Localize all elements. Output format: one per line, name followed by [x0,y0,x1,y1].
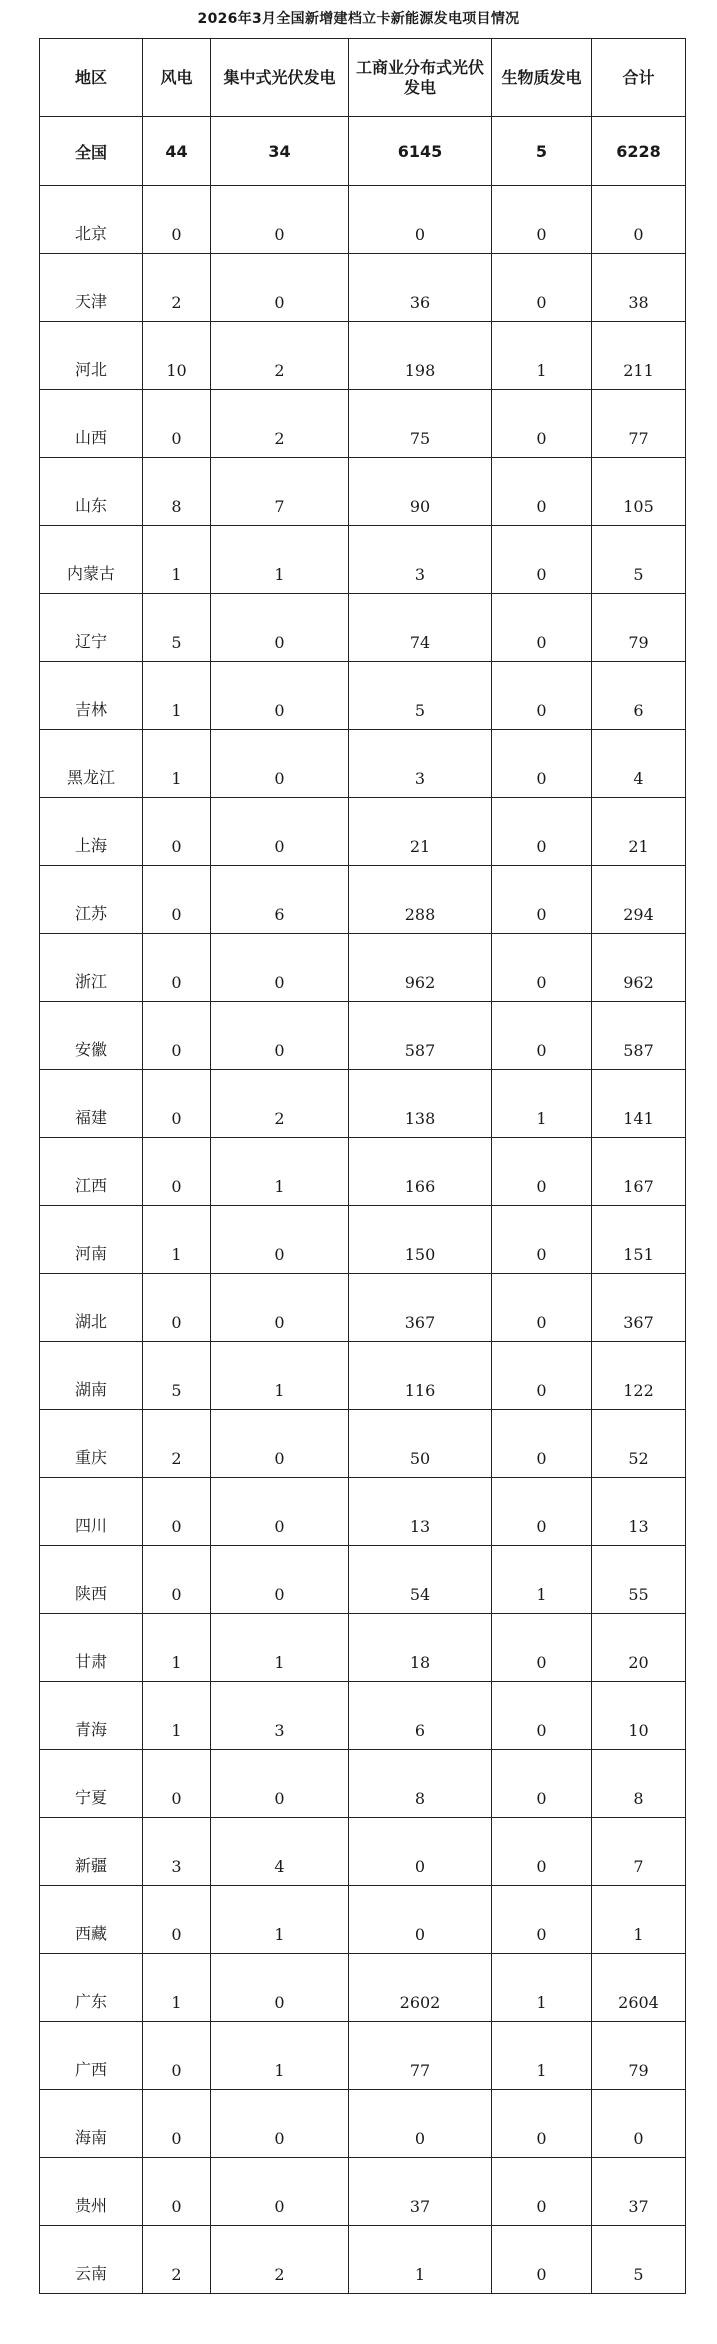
total-cell: 294 [592,866,686,934]
total-cell: 37 [592,2158,686,2226]
region-cell: 陕西 [40,1546,143,1614]
wind-cell: 0 [143,1478,211,1546]
table-row [40,1682,686,1750]
wind-cell: 5 [143,1342,211,1410]
table-row [40,1206,686,1274]
centralized-pv-cell: 1 [211,2022,349,2090]
table-row [40,1410,686,1478]
distributed-pv-cell: 36 [349,254,492,322]
distributed-pv-cell: 0 [349,1886,492,1954]
distributed-pv-cell: 3 [349,730,492,798]
distributed-pv-cell: 288 [349,866,492,934]
table-row [40,254,686,322]
distributed-pv-cell: 0 [349,2090,492,2158]
region-cell: 北京 [40,186,143,254]
distributed-pv-cell: 138 [349,1070,492,1138]
table-row [40,390,686,458]
centralized-pv-cell: 0 [211,798,349,866]
biomass-cell: 1 [492,1070,592,1138]
wind-cell: 2 [143,1410,211,1478]
wind-cell: 0 [143,186,211,254]
total-cell: 105 [592,458,686,526]
distributed-pv-cell: 90 [349,458,492,526]
biomass-cell: 0 [492,1342,592,1410]
biomass-cell: 0 [492,1682,592,1750]
table-row [40,1342,686,1410]
centralized-pv-cell: 0 [211,1954,349,2022]
biomass-cell: 0 [492,254,592,322]
centralized-pv-cell: 2 [211,2226,349,2294]
header-total: 合计 [592,39,686,117]
table-row [40,1750,686,1818]
centralized-pv-cell: 0 [211,662,349,730]
biomass-cell: 1 [492,1954,592,2022]
biomass-cell: 0 [492,1410,592,1478]
distributed-pv-cell: 367 [349,1274,492,1342]
table-row [40,662,686,730]
centralized-pv-cell: 0 [211,1478,349,1546]
centralized-pv-cell: 0 [211,1274,349,1342]
table-row [40,730,686,798]
centralized-pv-cell: 0 [211,2090,349,2158]
total-cell: 5 [592,2226,686,2294]
total-cell: 7 [592,1818,686,1886]
region-cell: 广西 [40,2022,143,2090]
region-cell: 河北 [40,322,143,390]
total-cell: 962 [592,934,686,1002]
table-row [40,1138,686,1206]
header-centralized-pv: 集中式光伏发电 [211,39,349,117]
total-cell: 55 [592,1546,686,1614]
centralized-pv-cell: 0 [211,934,349,1002]
wind-cell: 0 [143,1274,211,1342]
wind-cell: 8 [143,458,211,526]
region-cell: 江西 [40,1138,143,1206]
biomass-cell: 0 [492,2226,592,2294]
region-cell: 黑龙江 [40,730,143,798]
total-cell: 4 [592,730,686,798]
table-row [40,1818,686,1886]
distributed-pv-cell: 198 [349,322,492,390]
wind-cell: 0 [143,1750,211,1818]
distributed-pv-cell: 5 [349,662,492,730]
centralized-pv-cell: 6 [211,866,349,934]
distributed-pv-cell: 37 [349,2158,492,2226]
table-row [40,2090,686,2158]
table-row [40,866,686,934]
distributed-pv-cell: 0 [349,1818,492,1886]
wind-cell: 0 [143,798,211,866]
table-row [40,798,686,866]
region-cell: 上海 [40,798,143,866]
centralized-pv-cell: 0 [211,2158,349,2226]
total-cell: 79 [592,594,686,662]
region-cell: 全国 [40,117,143,186]
region-cell: 青海 [40,1682,143,1750]
centralized-pv-cell: 0 [211,1750,349,1818]
total-cell: 79 [592,2022,686,2090]
table-row [40,2022,686,2090]
header-region: 地区 [40,39,143,117]
wind-cell: 1 [143,1954,211,2022]
biomass-cell: 1 [492,1546,592,1614]
centralized-pv-cell: 0 [211,594,349,662]
centralized-pv-cell: 0 [211,254,349,322]
biomass-cell: 0 [492,2158,592,2226]
biomass-cell: 0 [492,1478,592,1546]
biomass-cell: 0 [492,186,592,254]
centralized-pv-cell: 2 [211,322,349,390]
region-cell: 河南 [40,1206,143,1274]
biomass-cell: 0 [492,1138,592,1206]
region-cell: 山西 [40,390,143,458]
wind-cell: 1 [143,662,211,730]
table-row [40,1478,686,1546]
table-row [40,1886,686,1954]
region-cell: 甘肃 [40,1614,143,1682]
table-row [40,1954,686,2022]
distributed-pv-cell: 3 [349,526,492,594]
wind-cell: 5 [143,594,211,662]
wind-cell: 2 [143,254,211,322]
distributed-pv-cell: 587 [349,1002,492,1070]
wind-cell: 44 [143,117,211,186]
region-cell: 海南 [40,2090,143,2158]
distributed-pv-cell: 962 [349,934,492,1002]
biomass-cell: 0 [492,1818,592,1886]
wind-cell: 0 [143,1070,211,1138]
table-row [40,1546,686,1614]
distributed-pv-cell: 50 [349,1410,492,1478]
distributed-pv-cell: 54 [349,1546,492,1614]
biomass-cell: 0 [492,390,592,458]
wind-cell: 1 [143,526,211,594]
biomass-cell: 0 [492,1206,592,1274]
total-cell: 587 [592,1002,686,1070]
biomass-cell: 0 [492,458,592,526]
centralized-pv-cell: 1 [211,1342,349,1410]
biomass-cell: 5 [492,117,592,186]
wind-cell: 0 [143,390,211,458]
region-cell: 山东 [40,458,143,526]
biomass-cell: 0 [492,526,592,594]
centralized-pv-cell: 7 [211,458,349,526]
centralized-pv-cell: 1 [211,1138,349,1206]
biomass-cell: 0 [492,730,592,798]
total-cell: 0 [592,186,686,254]
region-cell: 浙江 [40,934,143,1002]
centralized-pv-cell: 34 [211,117,349,186]
table-row [40,1002,686,1070]
table-row [40,934,686,1002]
table-header-row [40,39,686,117]
region-cell: 西藏 [40,1886,143,1954]
table-row [40,458,686,526]
region-cell: 天津 [40,254,143,322]
total-cell: 367 [592,1274,686,1342]
region-cell: 广东 [40,1954,143,2022]
total-cell: 38 [592,254,686,322]
biomass-cell: 0 [492,2090,592,2158]
distributed-pv-cell: 74 [349,594,492,662]
biomass-cell: 0 [492,866,592,934]
wind-cell: 1 [143,1206,211,1274]
centralized-pv-cell: 4 [211,1818,349,1886]
total-cell: 52 [592,1410,686,1478]
region-cell: 贵州 [40,2158,143,2226]
distributed-pv-cell: 166 [349,1138,492,1206]
wind-cell: 3 [143,1818,211,1886]
table-body [40,117,686,2294]
centralized-pv-cell: 1 [211,526,349,594]
region-cell: 新疆 [40,1818,143,1886]
total-cell: 10 [592,1682,686,1750]
table-row [40,1614,686,1682]
region-cell: 云南 [40,2226,143,2294]
region-cell: 福建 [40,1070,143,1138]
distributed-pv-cell: 116 [349,1342,492,1410]
total-cell: 151 [592,1206,686,1274]
total-cell: 141 [592,1070,686,1138]
region-cell: 辽宁 [40,594,143,662]
biomass-cell: 0 [492,1750,592,1818]
centralized-pv-cell: 3 [211,1682,349,1750]
region-cell: 重庆 [40,1410,143,1478]
table-row [40,1070,686,1138]
page-title: 2026年3月全国新增建档立卡新能源发电项目情况 [197,11,520,27]
biomass-cell: 0 [492,1614,592,1682]
biomass-cell: 1 [492,322,592,390]
total-cell: 6 [592,662,686,730]
total-cell: 8 [592,1750,686,1818]
biomass-cell: 0 [492,934,592,1002]
table-row [40,526,686,594]
table-row [40,2158,686,2226]
centralized-pv-cell: 0 [211,1546,349,1614]
wind-cell: 0 [143,1002,211,1070]
wind-cell: 0 [143,866,211,934]
wind-cell: 1 [143,1614,211,1682]
wind-cell: 1 [143,1682,211,1750]
table-row [40,186,686,254]
table-row [40,1274,686,1342]
biomass-cell: 0 [492,1886,592,1954]
total-cell: 77 [592,390,686,458]
project-table [39,38,686,2294]
table-row [40,594,686,662]
total-cell: 13 [592,1478,686,1546]
distributed-pv-cell: 2602 [349,1954,492,2022]
distributed-pv-cell: 6145 [349,117,492,186]
distributed-pv-cell: 77 [349,2022,492,2090]
biomass-cell: 0 [492,798,592,866]
distributed-pv-cell: 21 [349,798,492,866]
total-cell: 2604 [592,1954,686,2022]
distributed-pv-cell: 13 [349,1478,492,1546]
centralized-pv-cell: 0 [211,1206,349,1274]
total-cell: 6228 [592,117,686,186]
centralized-pv-cell: 0 [211,1002,349,1070]
wind-cell: 0 [143,1546,211,1614]
header-biomass: 生物质发电 [492,39,592,117]
biomass-cell: 1 [492,2022,592,2090]
wind-cell: 0 [143,1138,211,1206]
region-cell: 吉林 [40,662,143,730]
header-distributed-pv: 工商业分布式光伏发电 [349,39,492,117]
centralized-pv-cell: 0 [211,1410,349,1478]
header-wind: 风电 [143,39,211,117]
region-cell: 安徽 [40,1002,143,1070]
centralized-pv-cell: 1 [211,1886,349,1954]
distributed-pv-cell: 6 [349,1682,492,1750]
distributed-pv-cell: 1 [349,2226,492,2294]
national-total-row [40,117,686,186]
total-cell: 1 [592,1886,686,1954]
wind-cell: 10 [143,322,211,390]
table-row [40,322,686,390]
wind-cell: 2 [143,2226,211,2294]
wind-cell: 0 [143,2022,211,2090]
biomass-cell: 0 [492,662,592,730]
region-cell: 四川 [40,1478,143,1546]
table-row [40,2226,686,2294]
total-cell: 21 [592,798,686,866]
total-cell: 211 [592,322,686,390]
region-cell: 江苏 [40,866,143,934]
total-cell: 5 [592,526,686,594]
distributed-pv-cell: 150 [349,1206,492,1274]
wind-cell: 1 [143,730,211,798]
distributed-pv-cell: 0 [349,186,492,254]
centralized-pv-cell: 0 [211,730,349,798]
wind-cell: 0 [143,1886,211,1954]
distributed-pv-cell: 8 [349,1750,492,1818]
region-cell: 内蒙古 [40,526,143,594]
wind-cell: 0 [143,2090,211,2158]
wind-cell: 0 [143,2158,211,2226]
region-cell: 湖北 [40,1274,143,1342]
total-cell: 167 [592,1138,686,1206]
centralized-pv-cell: 2 [211,390,349,458]
total-cell: 20 [592,1614,686,1682]
biomass-cell: 0 [492,1274,592,1342]
distributed-pv-cell: 75 [349,390,492,458]
distributed-pv-cell: 18 [349,1614,492,1682]
wind-cell: 0 [143,934,211,1002]
region-cell: 湖南 [40,1342,143,1410]
total-cell: 122 [592,1342,686,1410]
biomass-cell: 0 [492,1002,592,1070]
centralized-pv-cell: 0 [211,186,349,254]
biomass-cell: 0 [492,594,592,662]
region-cell: 宁夏 [40,1750,143,1818]
centralized-pv-cell: 2 [211,1070,349,1138]
total-cell: 0 [592,2090,686,2158]
centralized-pv-cell: 1 [211,1614,349,1682]
